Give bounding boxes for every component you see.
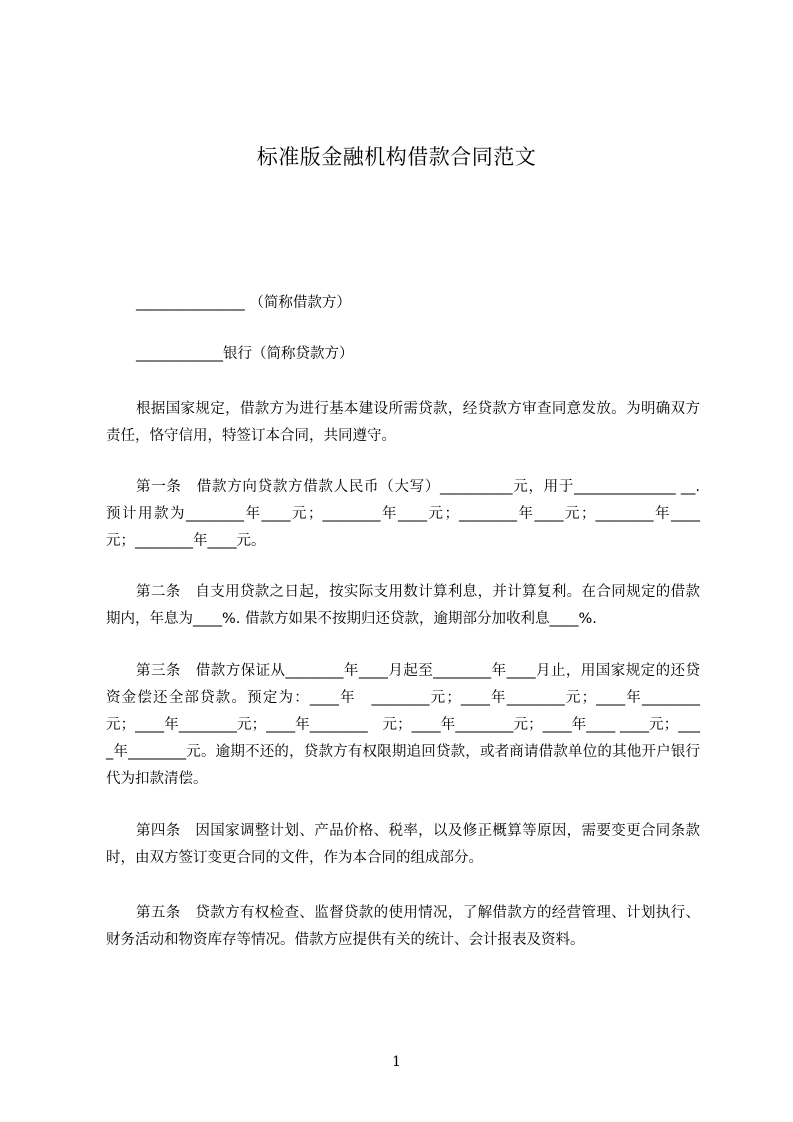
article-2: 第二条 自支用贷款之日起，按实际支用数计算利息，并计算复利。在合同规定的借款期内，年息为____%. 借款方如果不按期归还贷款，逾期部分加收利息____%. [106,584,700,627]
borrower-party-line: _______________ （简称借款方） [136,295,351,311]
page-number: 1 [392,1054,401,1070]
article-4: 第四条 因国家调整计划、产品价格、税率，以及修正概算等原因，需要变更合同条款时，由双方签订变更合同的文件，作为本合同的组成部分。 [106,823,700,866]
intro-paragraph: 根据国家规定，借款方为进行基本建设所需贷款，经贷款方审查同意发放。为明确双方责任，恪守信用，特签订本合同，共同遵守。 [106,401,700,444]
article-3: 第三条 借款方保证从________年____月起至________年____月止，用国家规定的还贷资金偿还全部贷款。预定为：____年 ________元；____年________元；____年________元；____年________元；____年________ 元；____年________元；____年____ ____元；____年________元。逾期不还的，贷款方有权限期追回贷款，或者商请借款单位的其他开户银行代为扣款清偿。 [106,663,700,787]
document-title: 标准版金融机构借款合同范文 [256,145,537,169]
lender-party-line: ____________银行（简称贷款方） [136,346,354,362]
article-5: 第五条 贷款方有权检查、监督贷款的使用情况，了解借款方的经营管理、计划执行、财务活动和物资库存等情况。借款方应提供有关的统计、会计报表及资料。 [106,905,700,948]
article-1: 第一条 借款方向贷款方借款人民币（大写）__________元，用于______________ __. 预计用款为________年____元；________年____元；________年____元；________年____元；________年____元。 [106,479,700,549]
